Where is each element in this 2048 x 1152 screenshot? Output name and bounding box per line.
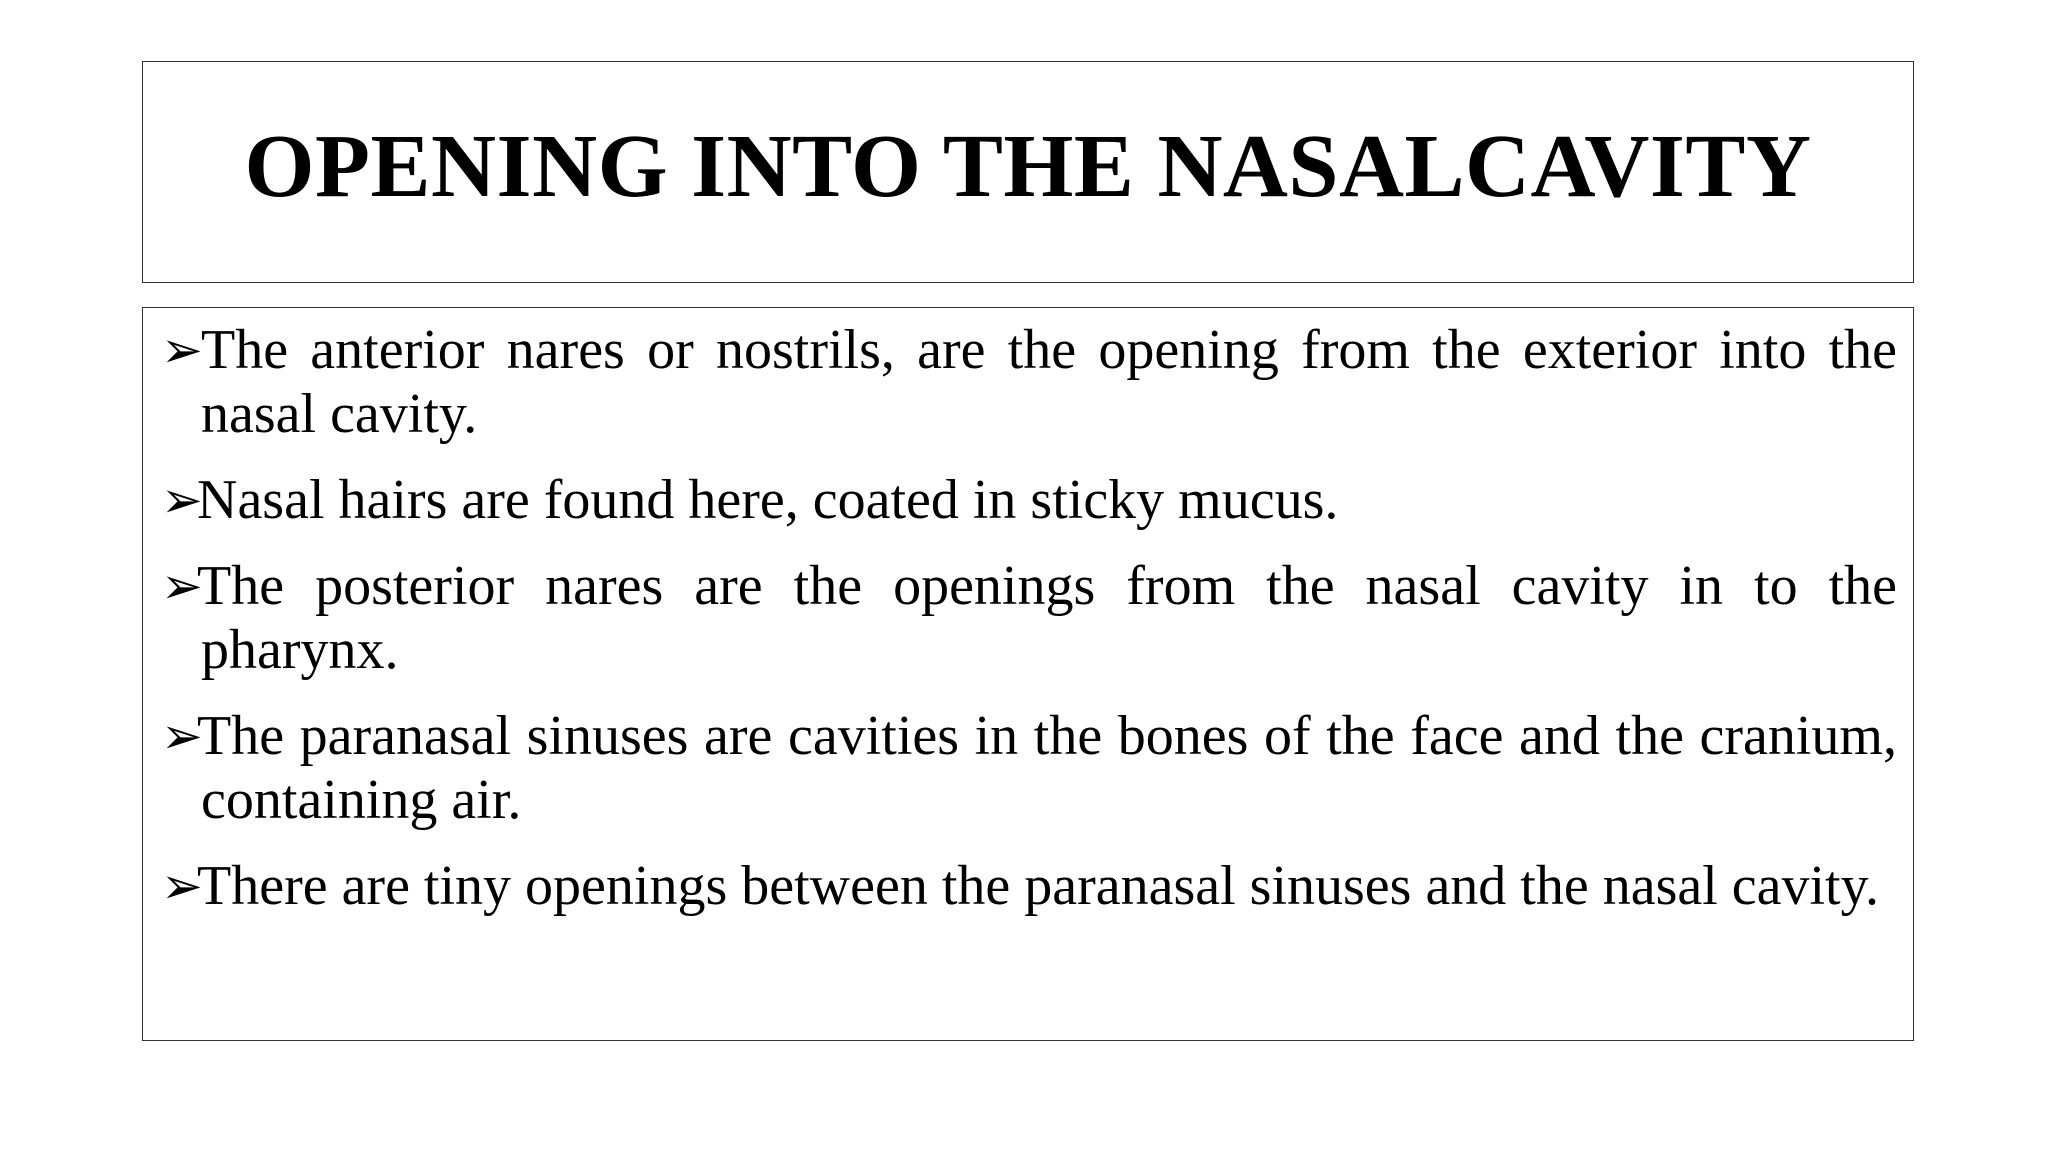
bullet-list [161, 318, 1897, 918]
bullet-text: Nasal hairs are found here, coated in sticky mucus. [197, 469, 1339, 531]
arrowhead-bullet-icon: ➢ [161, 707, 203, 765]
bullet-item [161, 318, 1897, 446]
arrowhead-bullet-icon: ➢ [161, 321, 203, 379]
slide-title: OPENING INTO THE NASALCAVITY [244, 117, 1812, 216]
bullet-text: The anterior nares or nostrils, are the opening from the exterior into the nasal cavity. [201, 319, 1897, 445]
bullet-item [161, 554, 1897, 682]
arrowhead-bullet-icon: ➢ [161, 557, 203, 615]
bullet-text: The posterior nares are the openings from the nasal cavity in to the pharynx. [197, 555, 1897, 681]
bullet-item [161, 854, 1897, 918]
bullet-item [161, 468, 1897, 532]
bullet-item [161, 704, 1897, 832]
title-box [142, 61, 1914, 283]
bullet-text: There are tiny openings between the paranasal sinuses and the nasal cavity. [197, 855, 1879, 917]
arrowhead-bullet-icon: ➢ [161, 857, 203, 915]
content-box [142, 307, 1914, 1041]
bullet-text: The paranasal sinuses are cavities in the bones of the face and the cranium, containing air. [197, 705, 1897, 831]
arrowhead-bullet-icon: ➢ [161, 471, 203, 529]
